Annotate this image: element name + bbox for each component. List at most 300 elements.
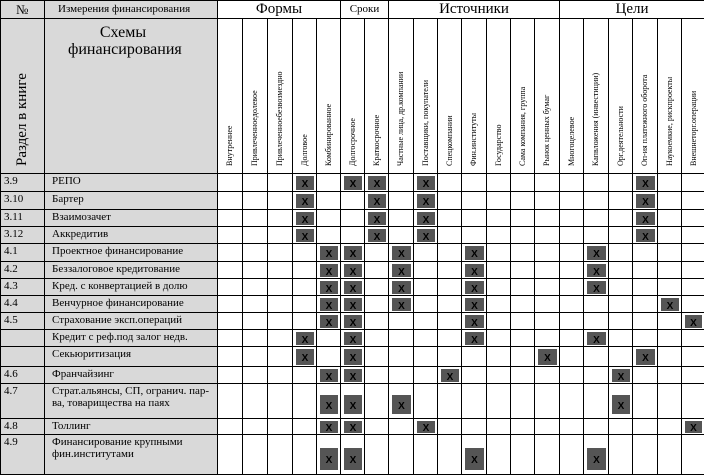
mark-cell xyxy=(267,191,293,210)
row-name: РЕПО xyxy=(52,175,81,187)
mark-cell xyxy=(559,295,584,313)
mark-cell xyxy=(413,243,438,262)
mark-cell xyxy=(461,346,487,367)
mark-cell xyxy=(413,346,438,367)
mark-cell xyxy=(388,312,414,330)
mark-cell xyxy=(242,329,268,347)
mark-cell xyxy=(559,383,584,419)
mark-cell xyxy=(534,261,560,279)
mark-cell xyxy=(413,434,438,475)
mark-cell xyxy=(437,261,462,279)
column-header: Поставщики, покупатели xyxy=(421,79,430,166)
mark-cell xyxy=(657,209,682,227)
mark-x: X xyxy=(320,421,338,433)
mark-cell xyxy=(316,226,341,244)
column-header: Рынок ценных бумаг xyxy=(542,94,551,166)
mark-cell xyxy=(486,383,511,419)
mark-cell xyxy=(364,295,389,313)
mark-x: X xyxy=(636,349,655,365)
row-num: 4.2 xyxy=(4,263,18,275)
mark-cell xyxy=(657,226,682,244)
mark-x: X xyxy=(587,448,606,470)
mark-cell xyxy=(413,261,438,279)
mark-cell xyxy=(364,418,389,435)
mark-cell xyxy=(681,226,704,244)
mark-cell xyxy=(242,226,268,244)
mark-cell xyxy=(242,312,268,330)
row-num: 4.9 xyxy=(4,436,18,448)
mark-cell xyxy=(486,434,511,475)
mark-cell xyxy=(388,191,414,210)
mark-cell xyxy=(217,434,243,475)
mark-cell xyxy=(559,261,584,279)
mark-cell xyxy=(316,209,341,227)
mark-cell xyxy=(217,295,243,313)
mark-cell xyxy=(292,312,317,330)
mark-cell xyxy=(510,295,535,313)
mark-x: X xyxy=(612,369,630,382)
mark-cell xyxy=(510,191,535,210)
mark-cell xyxy=(486,312,511,330)
mark-cell xyxy=(486,295,511,313)
mark-x: X xyxy=(320,264,338,277)
row-num: 3.10 xyxy=(4,193,24,205)
group-header: Цели xyxy=(559,0,704,19)
mark-cell xyxy=(461,209,487,227)
mark-cell xyxy=(583,226,609,244)
mark-x: X xyxy=(344,176,362,190)
mark-x: X xyxy=(296,194,314,208)
mark-cell xyxy=(632,383,658,419)
mark-x: X xyxy=(296,332,314,345)
mark-x: X xyxy=(296,176,314,190)
mark-cell xyxy=(267,209,293,227)
mark-cell xyxy=(292,261,317,279)
mark-cell xyxy=(657,173,682,192)
column-header: Частные лица, др.компании xyxy=(396,71,405,166)
mark-x: X xyxy=(344,298,362,311)
mark-cell xyxy=(583,366,609,384)
mark-cell xyxy=(292,278,317,296)
mark-cell xyxy=(267,312,293,330)
mark-cell xyxy=(681,295,704,313)
mark-cell xyxy=(388,173,414,192)
mark-cell xyxy=(242,418,268,435)
mark-cell xyxy=(657,346,682,367)
column-header: Привлеченноебезвозмездно xyxy=(275,71,284,166)
mark-cell xyxy=(437,191,462,210)
mark-x: X xyxy=(344,448,362,470)
mark-cell xyxy=(217,418,243,435)
mark-x: X xyxy=(344,281,362,294)
mark-cell xyxy=(608,191,633,210)
row-num: 4.4 xyxy=(4,297,18,309)
mark-x: X xyxy=(417,229,435,242)
schemes-title: Схемы финансирования xyxy=(68,24,182,58)
mark-cell xyxy=(242,434,268,475)
mark-x: X xyxy=(392,298,411,311)
mark-cell xyxy=(583,209,609,227)
mark-cell xyxy=(486,278,511,296)
mark-cell xyxy=(681,209,704,227)
mark-x: X xyxy=(344,369,362,382)
row-num: 4.7 xyxy=(4,385,18,397)
mark-cell xyxy=(267,383,293,419)
mark-cell xyxy=(657,278,682,296)
mark-cell xyxy=(242,209,268,227)
mark-cell xyxy=(267,346,293,367)
mark-cell xyxy=(437,295,462,313)
mark-cell xyxy=(510,383,535,419)
mark-cell xyxy=(510,434,535,475)
mark-cell xyxy=(242,191,268,210)
mark-cell xyxy=(681,366,704,384)
mark-x: X xyxy=(417,194,435,208)
mark-x: X xyxy=(636,229,655,242)
mark-cell xyxy=(510,329,535,347)
mark-x: X xyxy=(636,176,655,190)
mark-cell xyxy=(583,295,609,313)
mark-cell xyxy=(292,434,317,475)
mark-cell xyxy=(559,418,584,435)
mark-x: X xyxy=(344,246,362,260)
mark-cell xyxy=(461,191,487,210)
mark-cell xyxy=(559,346,584,367)
mark-cell xyxy=(486,173,511,192)
mark-cell xyxy=(534,312,560,330)
row-name: Бартер xyxy=(52,193,84,205)
row-name: Кредит с реф.под залог недв. xyxy=(52,331,188,343)
row-num: 3.11 xyxy=(4,211,23,223)
mark-cell xyxy=(681,243,704,262)
row-num: 3.9 xyxy=(4,175,18,187)
mark-cell xyxy=(437,418,462,435)
mark-cell xyxy=(217,243,243,262)
num-header: № xyxy=(16,2,29,17)
mark-cell xyxy=(340,226,365,244)
mark-cell xyxy=(242,383,268,419)
mark-cell xyxy=(534,383,560,419)
mark-x: X xyxy=(320,281,338,294)
mark-cell xyxy=(486,366,511,384)
mark-cell xyxy=(534,434,560,475)
mark-cell xyxy=(583,312,609,330)
mark-cell xyxy=(486,418,511,435)
row-name: Аккредитив xyxy=(52,228,109,240)
mark-x: X xyxy=(392,281,411,294)
mark-x: X xyxy=(320,448,338,470)
mark-cell xyxy=(292,383,317,419)
mark-cell xyxy=(510,261,535,279)
mark-cell xyxy=(267,226,293,244)
mark-cell xyxy=(632,261,658,279)
mark-cell xyxy=(608,278,633,296)
mark-cell xyxy=(292,366,317,384)
mark-x: X xyxy=(661,298,679,311)
mark-cell xyxy=(486,261,511,279)
mark-cell xyxy=(364,329,389,347)
mark-cell xyxy=(242,366,268,384)
mark-cell xyxy=(267,278,293,296)
mark-cell xyxy=(267,418,293,435)
group-header: Формы xyxy=(217,0,341,19)
mark-cell xyxy=(534,243,560,262)
mark-x: X xyxy=(417,212,435,225)
mark-cell xyxy=(657,191,682,210)
column-header: Орг.деятельности xyxy=(616,106,625,166)
mark-cell xyxy=(217,209,243,227)
mark-cell xyxy=(486,329,511,347)
mark-cell xyxy=(608,418,633,435)
mark-x: X xyxy=(320,369,338,382)
mark-cell xyxy=(267,434,293,475)
mark-cell xyxy=(657,418,682,435)
mark-cell xyxy=(413,383,438,419)
mark-cell xyxy=(292,243,317,262)
mark-cell xyxy=(437,434,462,475)
mark-cell xyxy=(657,261,682,279)
mark-cell xyxy=(681,173,704,192)
mark-cell xyxy=(388,226,414,244)
dims-header: Измерения финансирования xyxy=(58,3,191,15)
mark-cell xyxy=(657,434,682,475)
mark-x: X xyxy=(392,264,411,277)
mark-cell xyxy=(559,434,584,475)
mark-cell xyxy=(242,261,268,279)
mark-x: X xyxy=(320,395,338,414)
mark-cell xyxy=(583,418,609,435)
mark-cell xyxy=(510,418,535,435)
mark-cell xyxy=(413,366,438,384)
mark-cell xyxy=(413,295,438,313)
mark-cell xyxy=(583,383,609,419)
mark-cell xyxy=(681,329,704,347)
mark-cell xyxy=(217,312,243,330)
mark-x: X xyxy=(368,212,386,225)
mark-cell xyxy=(364,346,389,367)
mark-x: X xyxy=(320,315,338,328)
mark-cell xyxy=(681,191,704,210)
mark-x: X xyxy=(465,332,484,345)
mark-cell xyxy=(534,209,560,227)
mark-cell xyxy=(632,329,658,347)
mark-cell xyxy=(217,346,243,367)
mark-cell xyxy=(657,312,682,330)
mark-x: X xyxy=(368,176,386,190)
column-header: Наукоемкие, рискпроекты xyxy=(665,76,674,166)
mark-cell xyxy=(486,346,511,367)
mark-x: X xyxy=(612,395,630,414)
mark-cell xyxy=(681,261,704,279)
mark-cell xyxy=(242,243,268,262)
mark-cell xyxy=(632,434,658,475)
row-num: 4.5 xyxy=(4,314,18,326)
mark-cell xyxy=(632,418,658,435)
mark-cell xyxy=(364,383,389,419)
mark-cell xyxy=(437,226,462,244)
mark-x: X xyxy=(441,369,459,382)
mark-cell xyxy=(388,346,414,367)
mark-cell xyxy=(559,312,584,330)
mark-cell xyxy=(559,243,584,262)
group-header: Сроки xyxy=(340,0,389,19)
mark-cell xyxy=(217,191,243,210)
mark-cell xyxy=(510,346,535,367)
mark-cell xyxy=(657,329,682,347)
mark-cell xyxy=(608,312,633,330)
mark-cell xyxy=(267,366,293,384)
mark-x: X xyxy=(368,229,386,242)
mark-x: X xyxy=(296,212,314,225)
mark-cell xyxy=(461,173,487,192)
column-header: Долговое xyxy=(300,134,309,166)
row-num: 4.6 xyxy=(4,368,18,380)
mark-cell xyxy=(217,366,243,384)
mark-cell xyxy=(486,226,511,244)
row-name: Толлинг xyxy=(52,420,91,432)
mark-cell xyxy=(364,243,389,262)
mark-cell xyxy=(388,329,414,347)
mark-cell xyxy=(608,173,633,192)
mark-cell xyxy=(437,312,462,330)
mark-cell xyxy=(510,278,535,296)
mark-cell xyxy=(437,329,462,347)
mark-cell xyxy=(364,366,389,384)
mark-cell xyxy=(267,295,293,313)
row-name: Кред. с конвертацией в долю xyxy=(52,280,188,292)
mark-cell xyxy=(316,346,341,367)
mark-cell xyxy=(413,278,438,296)
column-header: Сама компания, группа xyxy=(518,86,527,166)
mark-cell xyxy=(242,295,268,313)
mark-x: X xyxy=(296,229,314,242)
mark-cell xyxy=(608,226,633,244)
mark-cell xyxy=(388,209,414,227)
row-name: Страхование эксп.операций xyxy=(52,314,183,326)
row-num-cell xyxy=(0,346,45,367)
mark-x: X xyxy=(587,246,606,260)
mark-cell xyxy=(608,434,633,475)
row-name: Финансирование крупными фин.институтами xyxy=(52,436,183,460)
mark-cell xyxy=(267,261,293,279)
column-header: Долгосрочное xyxy=(348,118,357,166)
mark-cell xyxy=(437,278,462,296)
mark-cell xyxy=(510,226,535,244)
mark-cell xyxy=(510,209,535,227)
mark-cell xyxy=(632,295,658,313)
mark-cell xyxy=(267,329,293,347)
mark-cell xyxy=(437,209,462,227)
mark-x: X xyxy=(465,448,484,470)
mark-cell xyxy=(461,366,487,384)
mark-cell xyxy=(681,434,704,475)
mark-cell xyxy=(534,278,560,296)
mark-cell xyxy=(316,173,341,192)
mark-cell xyxy=(242,278,268,296)
mark-cell xyxy=(340,209,365,227)
mark-cell xyxy=(681,346,704,367)
mark-x: X xyxy=(344,395,362,414)
mark-cell xyxy=(267,243,293,262)
row-name: Проектное финансирование xyxy=(52,245,184,257)
mark-x: X xyxy=(685,315,702,328)
mark-cell xyxy=(413,312,438,330)
row-num: 4.8 xyxy=(4,420,18,432)
mark-cell xyxy=(681,383,704,419)
mark-cell xyxy=(608,329,633,347)
section-header: Раздел в книге xyxy=(14,73,30,166)
mark-cell xyxy=(364,278,389,296)
mark-cell xyxy=(267,173,293,192)
mark-cell xyxy=(510,312,535,330)
column-header: Спецкомпании xyxy=(445,115,454,166)
mark-x: X xyxy=(465,298,484,311)
mark-x: X xyxy=(344,421,362,433)
mark-cell xyxy=(657,243,682,262)
mark-cell xyxy=(340,191,365,210)
mark-x: X xyxy=(587,264,606,277)
mark-cell xyxy=(534,191,560,210)
mark-cell xyxy=(292,295,317,313)
mark-x: X xyxy=(392,246,411,260)
mark-cell xyxy=(608,261,633,279)
mark-x: X xyxy=(344,349,362,365)
row-name: Секьюритизация xyxy=(52,348,132,360)
mark-cell xyxy=(632,366,658,384)
mark-cell xyxy=(217,226,243,244)
mark-cell xyxy=(534,366,560,384)
mark-x: X xyxy=(587,332,606,345)
mark-cell xyxy=(608,243,633,262)
mark-cell xyxy=(413,329,438,347)
mark-x: X xyxy=(320,298,338,311)
row-name: Взаимозачет xyxy=(52,211,111,223)
mark-x: X xyxy=(368,194,386,208)
mark-cell xyxy=(364,312,389,330)
mark-x: X xyxy=(296,349,314,365)
mark-x: X xyxy=(465,281,484,294)
mark-x: X xyxy=(417,421,435,433)
column-header: Комбинированное xyxy=(324,103,333,166)
mark-cell xyxy=(364,434,389,475)
column-header: Краткосрочное xyxy=(372,114,381,166)
mark-cell xyxy=(316,191,341,210)
mark-cell xyxy=(534,295,560,313)
row-num: 4.3 xyxy=(4,280,18,292)
row-num-cell xyxy=(0,329,45,347)
mark-cell xyxy=(388,366,414,384)
mark-x: X xyxy=(344,332,362,345)
mark-cell xyxy=(461,226,487,244)
mark-x: X xyxy=(465,264,484,277)
mark-cell xyxy=(217,261,243,279)
mark-x: X xyxy=(538,349,557,365)
mark-cell xyxy=(632,278,658,296)
mark-cell xyxy=(388,418,414,435)
mark-cell xyxy=(681,278,704,296)
mark-cell xyxy=(583,191,609,210)
column-header: Государство xyxy=(494,124,503,166)
row-num: 3.12 xyxy=(4,228,24,240)
mark-cell xyxy=(437,243,462,262)
mark-cell xyxy=(559,173,584,192)
mark-x: X xyxy=(636,194,655,208)
mark-x: X xyxy=(685,421,702,433)
group-header: Источники xyxy=(388,0,560,19)
mark-cell xyxy=(437,383,462,419)
mark-cell xyxy=(486,191,511,210)
mark-cell xyxy=(534,173,560,192)
